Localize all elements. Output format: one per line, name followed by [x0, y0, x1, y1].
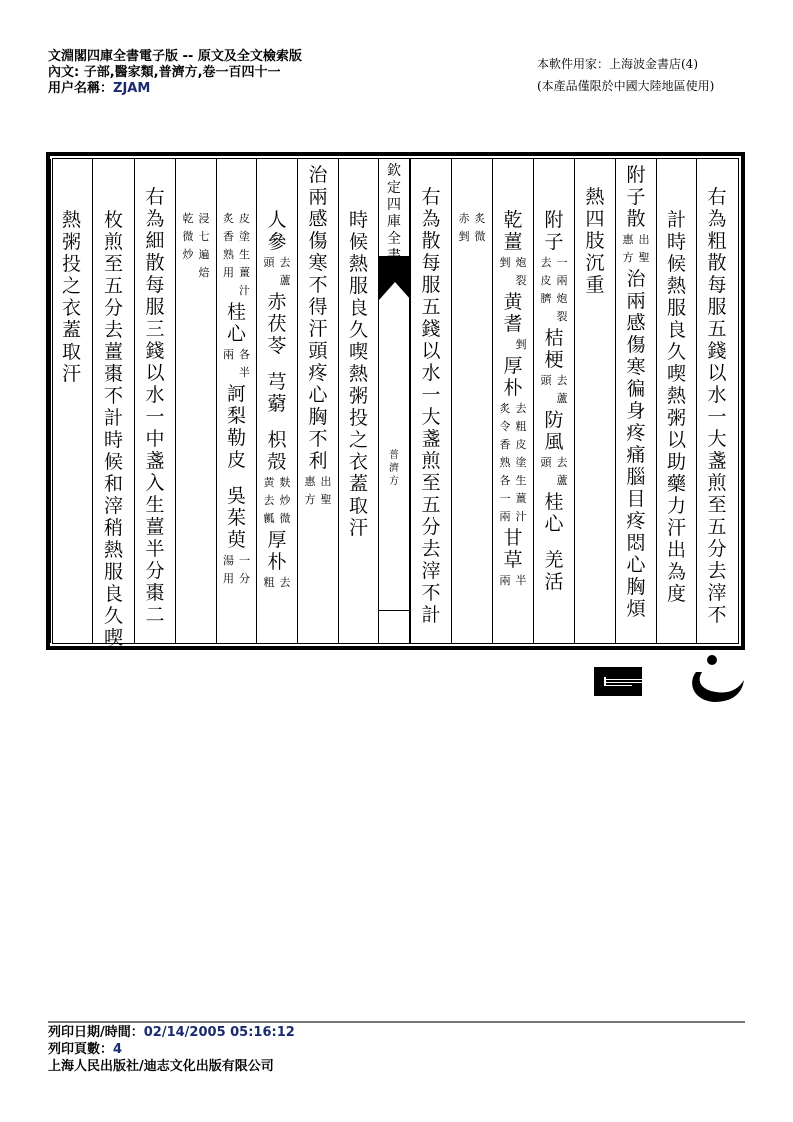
main-text-char: 稍	[103, 517, 123, 539]
main-text-char: 子	[544, 231, 564, 253]
main-text-char: 以	[707, 362, 727, 384]
main-text-char: 計	[666, 209, 686, 231]
main-text-char: 時	[103, 429, 123, 451]
main-text-char: 枳	[267, 429, 287, 451]
main-text-char: 分	[421, 516, 441, 538]
main-text-char: 乾	[503, 209, 523, 231]
main-text-char: 胸	[308, 406, 328, 428]
main-text-char: 錢	[421, 318, 441, 340]
main-text-char: 熱	[666, 275, 686, 297]
license-info	[537, 53, 714, 97]
main-text-char: 棗	[145, 582, 165, 604]
annotation-right: 去	[279, 576, 291, 589]
main-text-char: 候	[348, 231, 368, 253]
text-column	[134, 159, 175, 643]
annotation	[304, 473, 332, 509]
main-text-char: 煎	[103, 231, 123, 253]
main-text-char: 計	[103, 407, 123, 429]
annotation	[223, 210, 251, 300]
main-text-char: 心	[308, 384, 328, 406]
main-text-char: 每	[145, 274, 165, 296]
annotation-left: 剉	[499, 256, 511, 269]
annotation-right: 各 半	[239, 348, 250, 379]
main-text-char: 殻	[267, 451, 287, 473]
main-text-char: 皮	[226, 449, 246, 471]
main-text-char: 良	[666, 319, 686, 341]
main-text-char: 桔	[544, 327, 564, 349]
text-column	[696, 159, 737, 643]
text-column	[297, 159, 338, 643]
annotation-left: 惠 方	[304, 475, 316, 506]
main-text-char: 力	[666, 495, 686, 517]
main-text-char: 右	[421, 186, 441, 208]
main-text-char: 五	[707, 516, 727, 538]
annotation-right: 炮 裂	[515, 256, 527, 287]
main-text-char: 厚	[503, 355, 523, 377]
main-text-char: 頭	[308, 340, 328, 362]
annotation-left: 黄 去 瓤	[263, 476, 275, 525]
annotation	[622, 231, 650, 267]
main-text-char: 棗	[103, 363, 123, 385]
content-label: 內文:	[48, 65, 84, 80]
annotation-right: 一 兩 炮 裂	[556, 256, 568, 323]
text-column	[656, 159, 696, 643]
main-text-char: 活	[544, 571, 564, 593]
annotation-right: 半	[515, 574, 527, 587]
print-datetime-value: 02/14/2005 05:16:12	[143, 1025, 295, 1040]
annotation-right: 出 聖	[320, 475, 332, 506]
main-text-char: 至	[103, 253, 123, 275]
user-label: 用户名稱：	[48, 81, 114, 96]
main-text-char: 熱	[666, 385, 686, 407]
text-column	[50, 159, 92, 643]
main-text-char: 之	[61, 275, 81, 297]
main-text-char: 助	[666, 451, 686, 473]
spine-subtitle: 普 濟 方	[389, 450, 399, 487]
main-text-char: 五	[707, 318, 727, 340]
main-text-char: 衣	[61, 297, 81, 319]
main-text-char: 得	[308, 296, 328, 318]
main-text-char: 投	[348, 407, 368, 429]
annotation-left: 頭	[540, 456, 552, 469]
main-text-char: 苓	[267, 335, 287, 357]
main-text-char: 散	[421, 230, 441, 252]
main-text-char: 汗	[308, 318, 328, 340]
main-text-char: 熱	[103, 539, 123, 561]
spine-title: 欽 定 四 庫 全	[387, 163, 401, 247]
main-text-char: 取	[61, 341, 81, 363]
main-text-char: 汗	[666, 517, 686, 539]
annotation-left: 粗	[263, 576, 275, 589]
main-text-char: 時	[348, 209, 368, 231]
main-text-char: 服	[421, 274, 441, 296]
text-column	[92, 159, 134, 649]
main-text-char: 人	[267, 209, 287, 231]
main-text-char: 久	[666, 341, 686, 363]
main-text-char: 心	[626, 554, 646, 576]
main-text-char: 朴	[267, 551, 287, 573]
main-text-char: 傷	[626, 334, 646, 356]
main-text-char: 利	[308, 450, 328, 472]
main-text-char: 寒	[308, 252, 328, 274]
print-datetime	[48, 1024, 295, 1041]
publisher-logos	[592, 650, 752, 710]
main-text-char: 桂	[544, 491, 564, 513]
annotation-right: 去 蘆	[279, 256, 291, 287]
main-text-char: 分	[707, 538, 727, 560]
main-text-char: 汗	[61, 363, 81, 385]
main-text-char: 每	[707, 274, 727, 296]
print-pages	[48, 1041, 295, 1058]
main-text-char: 細	[145, 230, 165, 252]
text-column	[574, 159, 615, 643]
main-text-char: 不	[707, 604, 727, 626]
main-text-char: 滓	[707, 582, 727, 604]
main-text-char: 中	[145, 428, 165, 450]
main-text-char: 五	[421, 296, 441, 318]
annotation-left: 湯 用	[223, 554, 234, 585]
main-text-char: 徧	[626, 378, 646, 400]
main-text-char: 一	[145, 406, 165, 428]
edition-title: 文淵閣四庫全書電子版 -- 原文及全文檢索版	[48, 49, 302, 64]
annotation-right: 浸 七 遍 焙	[198, 212, 210, 279]
main-text-char: 粗	[707, 230, 727, 252]
annotation-right: 去 蘆	[556, 456, 568, 487]
main-text-char: 和	[103, 473, 123, 495]
text-column	[451, 159, 492, 643]
main-text-char: 去	[707, 560, 727, 582]
annotation-left: 兩	[499, 574, 511, 587]
main-text-char: 錢	[707, 340, 727, 362]
main-text-char: 一	[707, 406, 727, 428]
footer-rule	[48, 1021, 745, 1023]
annotation-left: 赤 剉	[458, 212, 470, 243]
main-text-char: 服	[348, 275, 368, 297]
main-text-char: 寒	[626, 356, 646, 378]
main-text-char: 梨	[226, 405, 246, 427]
main-text-char: 重	[585, 274, 605, 296]
main-text-char: 熱	[585, 186, 605, 208]
annotation	[182, 210, 210, 282]
fish-tail-icon	[379, 256, 411, 300]
main-text-char: 盞	[707, 450, 727, 472]
main-text-char: 喫	[666, 363, 686, 385]
main-text-char: 服	[707, 296, 727, 318]
main-text-char: 為	[145, 208, 165, 230]
main-text-char: 之	[348, 429, 368, 451]
main-text-char: 蓋	[348, 473, 368, 495]
content-path	[48, 65, 302, 81]
annotation-left: 兩	[223, 348, 234, 361]
main-text-char: 時	[666, 231, 686, 253]
print-pages-label: 列印頁數：	[48, 1042, 114, 1057]
main-text-char: 大	[421, 406, 441, 428]
main-text-char: 度	[666, 583, 686, 605]
main-text-char: 熱	[61, 209, 81, 231]
annotation-right: 炙 微	[474, 212, 486, 243]
print-datetime-label: 列印日期/時間：	[48, 1025, 144, 1040]
main-text-char: 去	[103, 319, 123, 341]
main-text-char: 以	[421, 340, 441, 362]
text-column	[410, 159, 451, 643]
main-text-char: 粥	[348, 385, 368, 407]
annotation	[499, 400, 527, 526]
center-spine	[378, 159, 410, 643]
main-text-char: 疼	[626, 422, 646, 444]
main-text-char: 治	[308, 164, 328, 186]
annotation	[540, 454, 568, 490]
annotation	[263, 474, 291, 528]
annotation-left: 炙 令 香 熟 各 一 兩	[499, 402, 511, 523]
main-text-char: 汗	[348, 517, 368, 539]
annotation	[540, 372, 568, 408]
main-text-char: 羌	[544, 549, 564, 571]
main-text-char: 厚	[267, 529, 287, 551]
books-s-logo-icon	[594, 667, 642, 696]
main-text-char: 心	[544, 513, 564, 535]
main-text-char: 不	[308, 428, 328, 450]
main-text-char: 茯	[267, 313, 287, 335]
annotation-right: 去 粗 皮 塗 生 薑 汁	[515, 402, 527, 523]
main-text-char: 喫	[103, 627, 123, 649]
publishers: 上海人民出版社/迪志文化出版有限公司	[48, 1059, 274, 1074]
main-text-char: 三	[145, 318, 165, 340]
main-text-char: 投	[61, 253, 81, 275]
main-text-char: 滓	[421, 560, 441, 582]
main-text-char: 萸	[226, 529, 246, 551]
main-text-char: 參	[267, 231, 287, 253]
main-text-char: 薑	[103, 341, 123, 363]
annotation	[263, 574, 291, 592]
book-page-inner	[52, 158, 739, 649]
main-text-char: 服	[103, 561, 123, 583]
main-text-char: 入	[145, 472, 165, 494]
main-text-char: 黄	[503, 291, 523, 313]
main-text-char: 不	[308, 274, 328, 296]
main-text-char: 以	[145, 362, 165, 384]
main-text-char: 感	[308, 208, 328, 230]
print-info	[48, 1024, 295, 1075]
main-text-char: 心	[226, 323, 246, 345]
text-column	[338, 159, 378, 643]
main-text-char: 為	[666, 561, 686, 583]
main-text-char: 為	[707, 208, 727, 230]
main-text-char: 熱	[348, 363, 368, 385]
main-text-char: 藭	[267, 393, 287, 415]
content-value: 子部,醫家類,普濟方,卷一百四十一	[83, 65, 281, 80]
main-text-char: 煎	[707, 472, 727, 494]
main-text-char: 痛	[626, 444, 646, 466]
main-text-char: 風	[544, 431, 564, 453]
annotation	[499, 336, 527, 354]
main-text-char: 盞	[421, 428, 441, 450]
main-text-char: 水	[145, 384, 165, 406]
main-text-char: 桂	[226, 301, 246, 323]
main-text-char: 胸	[626, 576, 646, 598]
main-text-char: 散	[626, 208, 646, 230]
main-text-char: 衣	[348, 451, 368, 473]
annotation-left: 頭	[263, 256, 275, 269]
annotation-left: 惠 方	[622, 233, 634, 264]
main-text-char: 防	[544, 409, 564, 431]
main-text-char: 吳	[226, 485, 246, 507]
main-text-char: 出	[666, 539, 686, 561]
main-text-char: 水	[707, 384, 727, 406]
main-text-char: 朴	[503, 377, 523, 399]
main-text-char: 久	[103, 605, 123, 627]
main-text-char: 喫	[348, 341, 368, 363]
annotation-left	[499, 336, 511, 354]
main-text-char: 藥	[666, 473, 686, 495]
main-text-char: 兩	[308, 186, 328, 208]
main-text-char: 至	[421, 472, 441, 494]
main-text-char: 大	[707, 428, 727, 450]
main-text-char: 粥	[61, 231, 81, 253]
main-text-char: 分	[145, 560, 165, 582]
main-text-char: 二	[145, 604, 165, 626]
main-text-char: 薑	[503, 231, 523, 253]
main-text-char: 服	[145, 296, 165, 318]
main-text-char: 五	[103, 275, 123, 297]
main-text-char: 治	[626, 268, 646, 290]
main-text-char: 傷	[308, 230, 328, 252]
user-name	[48, 81, 302, 97]
annotation-right: 一 分	[239, 554, 250, 585]
main-text-char: 至	[707, 494, 727, 516]
main-text-char: 熱	[348, 253, 368, 275]
main-text-char: 四	[585, 208, 605, 230]
main-text-char: 每	[421, 252, 441, 274]
print-pages-value: 4	[113, 1042, 123, 1057]
main-text-char: 身	[626, 400, 646, 422]
annotation	[223, 346, 251, 382]
spine-divider	[379, 610, 409, 611]
region-notice: (本產品僅限於中國大陸地區使用)	[537, 79, 715, 93]
main-text-char: 良	[103, 583, 123, 605]
main-text-char: 煩	[626, 598, 646, 620]
main-text-char: 薑	[145, 516, 165, 538]
main-text-char: 悶	[626, 532, 646, 554]
text-column	[216, 159, 256, 643]
main-text-char: 去	[421, 538, 441, 560]
main-text-char: 耆	[503, 313, 523, 335]
main-text-char: 粥	[666, 407, 686, 429]
text-column	[533, 159, 574, 643]
main-text-char: 散	[707, 252, 727, 274]
main-text-char: 盞	[145, 450, 165, 472]
main-text-char: 赤	[267, 291, 287, 313]
annotation	[263, 254, 291, 290]
main-text-char: 附	[544, 209, 564, 231]
main-text-char: 計	[421, 604, 441, 626]
main-text-char: 芎	[267, 371, 287, 393]
main-text-char: 散	[145, 252, 165, 274]
main-text-char: 茱	[226, 507, 246, 529]
main-text-char: 取	[348, 495, 368, 517]
document-header	[48, 49, 302, 97]
annotation-left: 乾 微 炒	[182, 212, 194, 261]
annotation-left: 炙 香 熟 用	[223, 212, 234, 279]
main-text-char: 草	[503, 549, 523, 571]
main-text-char: 蓋	[61, 319, 81, 341]
main-text-char: 以	[666, 429, 686, 451]
annotation-right: 剉	[515, 338, 527, 351]
main-text-char: 半	[145, 538, 165, 560]
annotation	[499, 254, 527, 290]
main-text-char: 服	[666, 297, 686, 319]
text-column	[492, 159, 533, 643]
main-text-char: 枚	[103, 209, 123, 231]
main-text-char: 五	[421, 494, 441, 516]
annotation	[499, 572, 527, 590]
user-value: ZJAM	[113, 81, 151, 96]
annotation-right: 麩 炒 微	[279, 476, 291, 525]
main-text-char: 感	[626, 312, 646, 334]
annotation-right: 去 蘆	[556, 374, 568, 405]
main-text-char: 一	[421, 384, 441, 406]
main-text-char: 肢	[585, 230, 605, 252]
main-text-char: 為	[421, 208, 441, 230]
main-text-char: 甘	[503, 527, 523, 549]
main-text-char: 水	[421, 362, 441, 384]
main-text-char: 梗	[544, 349, 564, 371]
text-column	[615, 159, 656, 643]
main-text-char: 兩	[626, 290, 646, 312]
main-text-char: 良	[348, 297, 368, 319]
book-page-frame	[46, 152, 745, 650]
annotation-right: 皮 塗 生 薑 汁	[239, 212, 250, 297]
main-text-char: 候	[666, 253, 686, 275]
main-text-char: 錢	[145, 340, 165, 362]
brush-swirl-logo-icon	[692, 655, 744, 702]
main-text-char: 疼	[626, 510, 646, 532]
annotation-left: 去 皮 臍	[540, 256, 552, 305]
main-text-char: 分	[103, 297, 123, 319]
main-text-char: 不	[103, 385, 123, 407]
annotation	[223, 552, 251, 588]
main-text-char: 右	[145, 186, 165, 208]
text-column	[256, 159, 297, 643]
main-text-char: 久	[348, 319, 368, 341]
main-text-char: 候	[103, 451, 123, 473]
main-text-char: 不	[421, 582, 441, 604]
annotation-left: 頭	[540, 374, 552, 387]
main-text-char: 滓	[103, 495, 123, 517]
text-column	[175, 159, 216, 643]
annotation	[458, 210, 486, 246]
annotation-right: 出 聖	[638, 233, 650, 264]
main-text-char: 煎	[421, 450, 441, 472]
licensee: 本軟件用家：上海波金書店(4)	[537, 57, 698, 71]
main-text-char: 生	[145, 494, 165, 516]
annotation	[540, 254, 568, 326]
main-text-char: 目	[626, 488, 646, 510]
main-text-char: 子	[626, 186, 646, 208]
main-text-char: 疼	[308, 362, 328, 384]
main-text-char: 勒	[226, 427, 246, 449]
main-text-char: 腦	[626, 466, 646, 488]
main-text-char: 附	[626, 164, 646, 186]
main-text-char: 右	[707, 186, 727, 208]
main-text-char: 訶	[226, 383, 246, 405]
main-text-char: 沉	[585, 252, 605, 274]
